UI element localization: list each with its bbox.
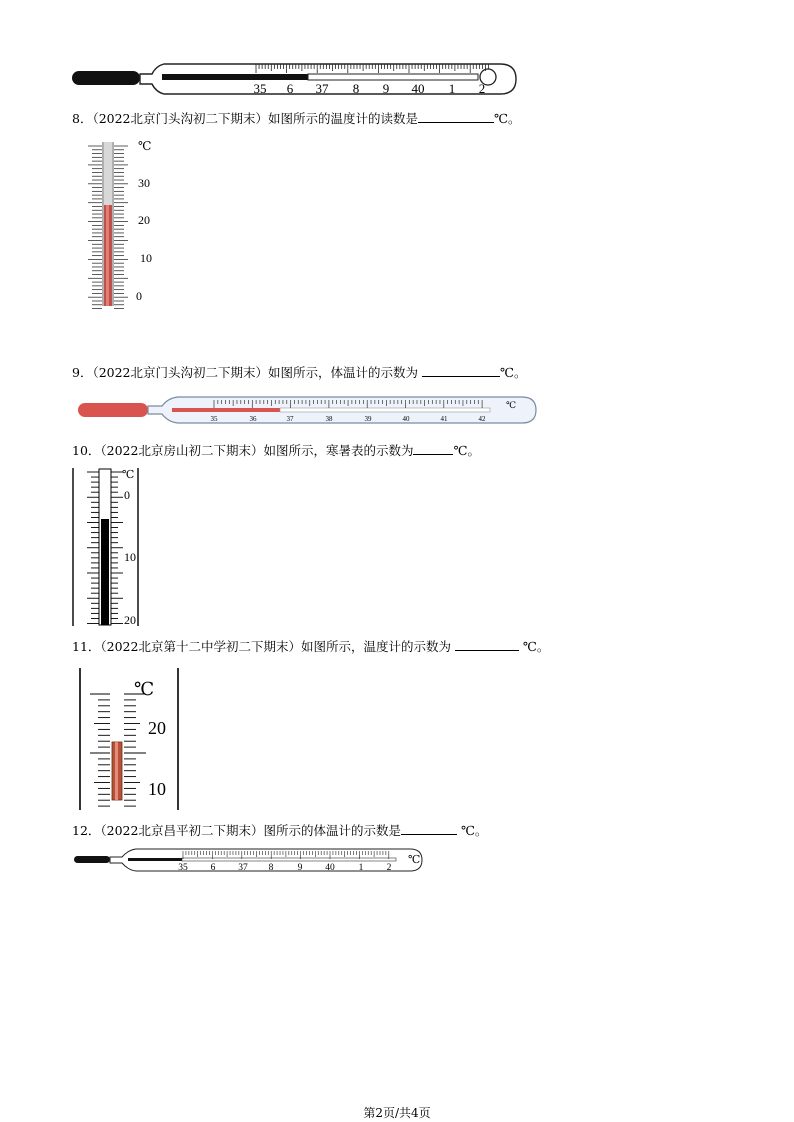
unit-label: ℃ xyxy=(138,139,152,153)
scale-label: 41 xyxy=(440,415,448,423)
scale-label: 9 xyxy=(382,81,390,96)
thermometer-q9 xyxy=(76,394,540,426)
thermometer-q8 xyxy=(80,138,170,310)
question-11 xyxy=(72,638,549,655)
question-text: 11．（2022北京第十二中学初二下期末）如图所示，温度计的示数为 xyxy=(72,639,455,654)
scale-label: 35 xyxy=(253,81,267,96)
scale-label: 6 xyxy=(210,863,216,872)
unit-text: ℃。 xyxy=(500,365,527,380)
question-text: 9．（2022北京门头沟初二下期末）如图所示，体温计的示数为 xyxy=(72,365,422,380)
scale-label: 0 xyxy=(136,289,142,303)
scale-label: 35 xyxy=(178,863,188,872)
unit-text: ℃。 xyxy=(518,639,550,654)
scale-label: 20 xyxy=(124,613,136,627)
scale-label: 40 xyxy=(411,81,425,96)
unit-text: ℃。 xyxy=(453,443,480,458)
scale-label: 2 xyxy=(386,863,392,872)
scale-label: 40 xyxy=(325,863,335,872)
answer-blank xyxy=(418,110,494,123)
answer-blank xyxy=(422,364,500,377)
page-footer: 第2页/共4页 xyxy=(363,1106,431,1120)
scale-label: 10 xyxy=(124,550,136,564)
scale-label: 37 xyxy=(286,415,294,423)
scale-label: 0 xyxy=(124,488,130,502)
unit-label: ℃ xyxy=(134,679,155,699)
question-12 xyxy=(72,822,487,839)
scale-label: 2 xyxy=(478,81,486,96)
answer-blank xyxy=(455,638,519,651)
scale-label: 35 xyxy=(210,415,218,423)
question-8 xyxy=(72,110,521,127)
scale-label: 20 xyxy=(138,213,150,227)
scale-label: 8 xyxy=(352,81,360,96)
scale-label: 30 xyxy=(138,176,150,190)
scale-label: 36 xyxy=(249,415,257,423)
scale-label: 37 xyxy=(238,863,248,872)
unit-label: ℃ xyxy=(408,854,421,866)
thermometer-q10 xyxy=(70,466,146,628)
question-9 xyxy=(72,364,526,381)
answer-blank xyxy=(401,822,457,835)
answer-blank xyxy=(413,442,453,455)
scale-label: 42 xyxy=(478,415,486,423)
scale-label: 38 xyxy=(325,415,333,423)
unit-text: ℃。 xyxy=(456,823,488,838)
scale-label: 10 xyxy=(140,251,152,265)
question-text: 10．（2022北京房山初二下期末）如图所示，寒暑表的示数为 xyxy=(72,443,414,458)
scale-label: 8 xyxy=(268,863,274,872)
question-text: 8．（2022北京门头沟初二下期末）如图所示的温度计的读数是 xyxy=(72,111,419,126)
thermometer-top xyxy=(70,60,522,98)
scale-label: 40 xyxy=(402,415,410,423)
scale-label: 39 xyxy=(364,415,372,423)
scale-label: 1 xyxy=(358,863,364,872)
question-10 xyxy=(72,442,480,459)
unit-text: ℃。 xyxy=(494,111,521,126)
thermometer-q11 xyxy=(76,666,182,812)
question-text: 12．（2022北京昌平初二下期末）图所示的体温计的示数是 xyxy=(72,823,401,838)
scale-label: 37 xyxy=(315,81,329,96)
scale-label: 20 xyxy=(148,718,166,738)
scale-label: 9 xyxy=(297,863,303,872)
scale-label: 10 xyxy=(148,779,166,799)
thermometer-q12 xyxy=(72,848,426,872)
unit-label: ℃ xyxy=(506,400,517,410)
scale-label: 1 xyxy=(448,81,456,96)
scale-label: 6 xyxy=(286,81,294,96)
unit-label: ℃ xyxy=(122,469,135,481)
